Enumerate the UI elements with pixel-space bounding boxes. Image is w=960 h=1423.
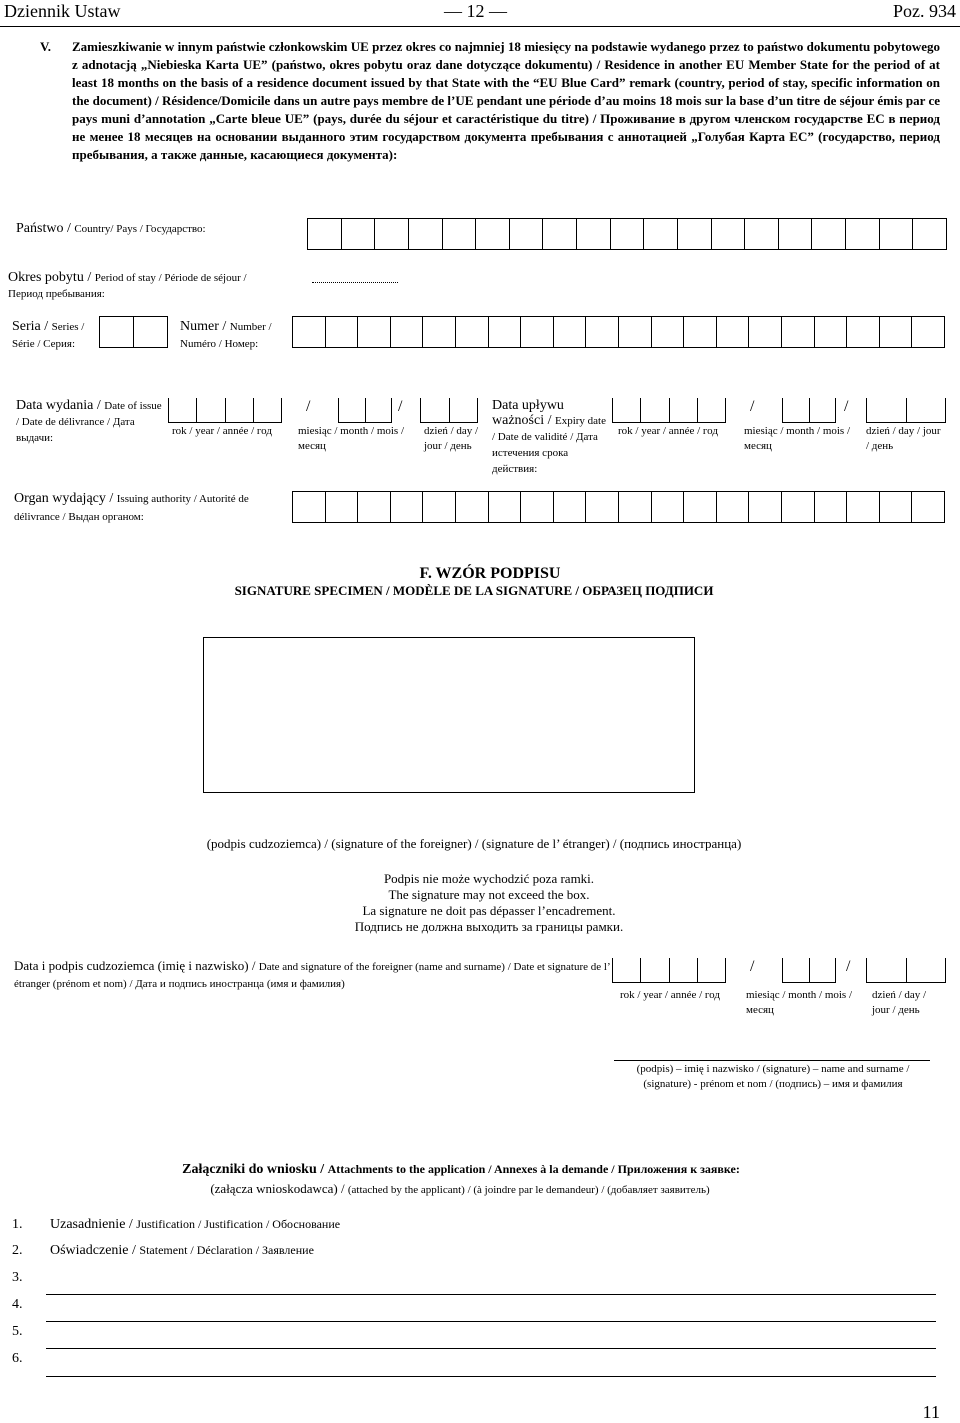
attachments-title-main: Załączniki do wniosku /: [182, 1162, 325, 1177]
page-counter: — 12 —: [444, 1, 507, 21]
number-label-line2: Numéro / Номер:: [180, 338, 259, 350]
header-divider: [0, 26, 960, 27]
issue-year-field[interactable]: [168, 398, 282, 423]
signature-note-pl: Podpis nie może wychodzić poza ramki.: [383, 871, 595, 886]
attachment-rest: Justification / Justification / Обоснование: [136, 1217, 341, 1231]
sign-year-field[interactable]: [612, 958, 726, 983]
attachment-number: 2.: [12, 1243, 23, 1258]
attachments-subtitle-main: (załącza wnioskodawca) /: [210, 1181, 345, 1196]
signature-note: [0, 871, 960, 935]
authority-label: [14, 490, 294, 526]
expiry-day-field[interactable]: [866, 398, 946, 423]
section-f-subtitle: SIGNATURE SPECIMEN / MODÈLE DE LA SIGNATURE / ОБРАЗЕЦ ПОДПИСИ: [234, 583, 714, 598]
signature-box[interactable]: [203, 637, 695, 793]
series-label-main: Seria /: [12, 319, 49, 334]
attachment-line[interactable]: [46, 1321, 936, 1322]
date-signature-label: [14, 958, 610, 992]
signature-caption: (podpis cudzoziemca) / (signature of the foreigner) / (signature de l’ étranger) / (подпись иностранца): [206, 836, 742, 851]
sign-month-label: miesiąc / month / mois / месяц: [746, 989, 853, 1016]
authority-label-rest: Issuing authority / Autorité de délivrance / Выдан органом:: [14, 493, 249, 523]
issue-date-label-rest: Date of issue / Date de délivrance / Дата выдачи:: [16, 400, 162, 444]
journal-title: Dziennik Ustaw: [4, 1, 121, 21]
country-label-main: Państwo /: [16, 221, 71, 236]
attachment-item: 5.: [12, 1324, 23, 1339]
sign-day-label: dzień / day / jour / день: [872, 989, 927, 1016]
page-number: 11: [922, 1402, 940, 1422]
country-label: [16, 221, 206, 237]
issue-slash-1: /: [306, 398, 311, 415]
number-field[interactable]: [292, 316, 945, 348]
attachment-item: [12, 1243, 23, 1259]
attachments-title: [0, 1162, 922, 1178]
attachment-main: Uzasadnienie /: [50, 1217, 133, 1232]
sign-month-field[interactable]: [782, 958, 836, 983]
attachment-item: 4.: [12, 1297, 23, 1312]
section-v-text: Zamieszkiwanie w innym państwie członkowskim UE przez okres co najmniej 18 miesięcy na podstawie wydanego przez to państwo dokumentu pobytowego z adnotacją „Niebieska Karta UE” (państwo, okres pobytu oraz dane dotyczące dokumentu) / Residence in another EU Member State for the period of at least 18 months on the basis of a residence document issued by that State with the “EU Blue Card” remark (country, period of stay, specific information on the document) / Résidence/Domicile dans un autre pays membre de l’UE pendant une période d’au moins 18 mois sur la base d’un titre de séjour émis par ce pays muni d’annotation „Carte bleue UE” (pays, durée du séjour et caractéristique du titre) / Проживание в другом членском государстве ЕС в период не менее 18 месяцев на основании выданного этим государством документа пребывания с аннотацией „Голубая Карта ЕС” (государство, период пребывания, а также данные, касающиеся документа):: [72, 39, 940, 162]
series-label-line2: Série / Серия:: [12, 338, 76, 350]
signature-note-ru: Подпись не должна выходить за границы рамки.: [354, 919, 624, 934]
section-v-number: V.: [40, 39, 51, 54]
signature-note-fr: La signature ne doit pas dépasser l’encadrement.: [362, 903, 616, 918]
attachment-item: 6.: [12, 1351, 23, 1366]
attachment-number: 1.: [12, 1217, 23, 1232]
country-label-rest: Country/ Pays / Государство:: [74, 223, 206, 235]
date-signature-label-rest: Date and signature of the foreigner (name and surname) / Date et signature de l’ étranger (prénom et nom) / Дата и подпись иностранца (имя и фамилия): [14, 961, 610, 990]
sign-slash-2: /: [846, 958, 851, 975]
expiry-day-label: dzień / day / jour / день: [866, 425, 941, 452]
period-label-main: Okres pobytu /: [8, 270, 92, 285]
number-label: [180, 318, 272, 352]
expiry-month-field[interactable]: [782, 398, 836, 423]
number-label-main: Numer /: [180, 319, 227, 334]
sign-slash-1: /: [750, 958, 755, 975]
attachment-text: [50, 1243, 314, 1259]
expiry-slash-1: /: [750, 398, 755, 415]
expiry-slash-2: /: [844, 398, 849, 415]
expiry-month-label: miesiąc / month / mois / месяц: [744, 425, 851, 452]
issue-day-field[interactable]: [420, 398, 478, 423]
number-label-rest: Number /: [229, 321, 272, 333]
authority-field[interactable]: [292, 491, 945, 523]
section-f-title: F. WZÓR PODPISU: [419, 565, 561, 582]
position-number: Poz. 934: [893, 1, 956, 21]
attachment-line[interactable]: [46, 1348, 936, 1349]
attachments-subtitle: [0, 1181, 920, 1198]
expiry-year-field[interactable]: [612, 398, 726, 423]
period-label: [8, 270, 308, 302]
issue-slash-2: /: [398, 398, 403, 415]
attachment-rest: Statement / Déclaration / Заявление: [139, 1243, 314, 1257]
issue-month-label: miesiąc / month / mois / месяц: [298, 425, 405, 452]
signature-line-caption: (podpis) – imię i nazwisko / (signature) – name and surname / (signature) - prénom et nom / (подпись) – имя и фамилия: [636, 1063, 910, 1090]
attachment-line[interactable]: [46, 1376, 936, 1377]
attachments-title-rest: Attachments to the application / Annexes à la demande / Приложения к заявке:: [327, 1162, 740, 1176]
issue-date-label: [16, 398, 166, 446]
country-field[interactable]: [307, 218, 947, 250]
sign-year-label: rok / year / année / год: [620, 989, 720, 1001]
attachment-item: 3.: [12, 1270, 23, 1285]
series-label-rest: Series /: [51, 321, 85, 333]
attachment-text: [50, 1217, 340, 1233]
issue-day-label: dzień / day / jour / день: [424, 425, 479, 452]
issue-year-label: rok / year / année / год: [172, 425, 272, 437]
authority-label-main: Organ wydający /: [14, 491, 114, 506]
expiry-date-label-rest: Expiry date / Date de validité / Дата истечения срока действия:: [492, 415, 606, 475]
series-label: [12, 318, 84, 352]
issue-month-field[interactable]: [338, 398, 392, 423]
signature-note-en: The signature may not exceed the box.: [388, 887, 590, 902]
expiry-date-label: [492, 398, 610, 477]
series-field[interactable]: [99, 316, 168, 348]
date-signature-label-main: Data i podpis cudzoziemca (imię i nazwisko) /: [14, 958, 256, 973]
signature-line[interactable]: [614, 1060, 930, 1061]
expiry-year-label: rok / year / année / год: [618, 425, 718, 437]
attachment-item: [12, 1217, 23, 1233]
issue-date-label-main: Data wydania /: [16, 398, 101, 413]
period-label-line2: Период пребывания:: [8, 288, 105, 300]
sign-day-field[interactable]: [866, 958, 946, 983]
period-field[interactable]: [312, 282, 398, 283]
attachment-main: Oświadczenie /: [50, 1243, 136, 1258]
period-label-rest: Period of stay / Période de séjour /: [94, 272, 247, 284]
attachment-line[interactable]: [46, 1294, 936, 1295]
expiry-date-label-main: Data upływu ważności /: [492, 398, 564, 428]
attachments-subtitle-rest: (attached by the applicant) / (à joindre par le demandeur) / (добавляет заявитель): [347, 1184, 710, 1196]
